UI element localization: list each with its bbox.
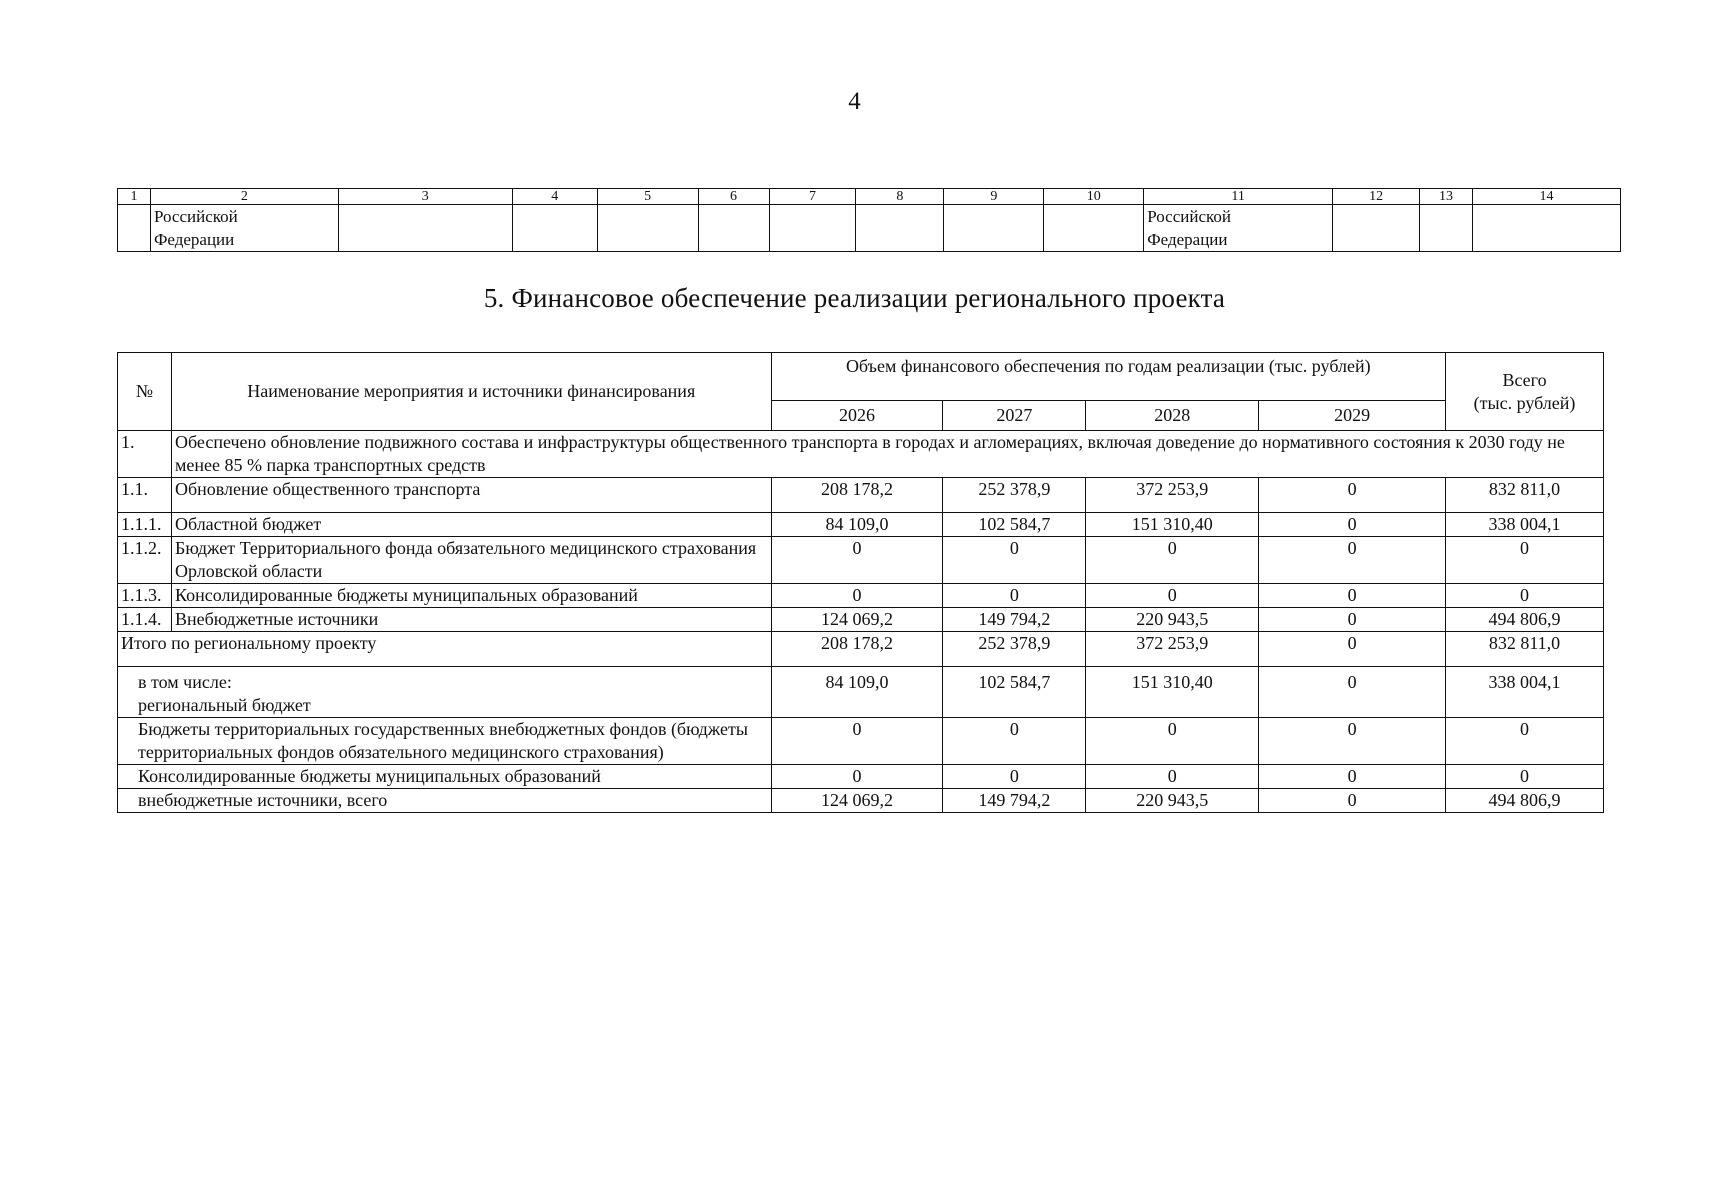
breakdown-name: внебюджетные источники, всего — [118, 789, 772, 813]
total-cell: 494 806,9 — [1446, 608, 1604, 632]
value-cell: 208 178,2 — [771, 478, 943, 513]
header-total — [1446, 353, 1604, 431]
column-number: 14 — [1473, 189, 1621, 205]
header-volume: Объем финансового обеспечения по годам реализации (тыс. рублей) — [771, 353, 1445, 401]
table-cell — [338, 205, 512, 252]
header-year: 2028 — [1086, 401, 1259, 431]
row-number: 1.1.4. — [118, 608, 172, 632]
value-cell: 0 — [1259, 718, 1446, 765]
cell-text: Российской — [153, 207, 238, 226]
breakdown-name-line: региональный бюджет — [138, 695, 311, 715]
value-cell: 84 109,0 — [771, 667, 943, 718]
value-cell: 0 — [1259, 667, 1446, 718]
header-row — [118, 353, 1604, 401]
total-cell: 0 — [1446, 537, 1604, 584]
cell-text: Федерации — [153, 230, 235, 249]
cell-text: Федерации — [1147, 230, 1228, 249]
table-cell — [1420, 205, 1473, 252]
value-cell: 102 584,7 — [943, 513, 1086, 537]
table-cell — [1044, 205, 1144, 252]
table-row — [118, 584, 1604, 608]
value-cell: 124 069,2 — [771, 608, 943, 632]
continuation-table — [117, 188, 1621, 252]
breakdown-name — [118, 667, 772, 718]
row-name: Консолидированные бюджеты муниципальных образований — [171, 584, 771, 608]
column-number: 7 — [769, 189, 856, 205]
column-number: 5 — [597, 189, 698, 205]
total-cell: 494 806,9 — [1446, 789, 1604, 813]
value-cell: 220 943,5 — [1086, 608, 1259, 632]
column-number: 13 — [1420, 189, 1473, 205]
table-cell — [769, 205, 856, 252]
breakdown-row — [118, 667, 1604, 718]
value-cell: 151 310,40 — [1086, 513, 1259, 537]
row-name: Бюджет Территориального фонда обязательного медицинского страхования Орловской области — [171, 537, 771, 584]
value-cell: 0 — [943, 765, 1086, 789]
value-cell: 0 — [1086, 584, 1259, 608]
value-cell: 124 069,2 — [771, 789, 943, 813]
value-cell: 149 794,2 — [943, 789, 1086, 813]
value-cell: 208 178,2 — [771, 632, 943, 667]
value-cell: 0 — [1259, 478, 1446, 513]
table-cell — [150, 205, 338, 252]
breakdown-name: Консолидированные бюджеты муниципальных образований — [118, 765, 772, 789]
header-number: № — [118, 353, 172, 431]
cell-text: Российской — [1147, 207, 1231, 226]
header-year: 2026 — [771, 401, 943, 431]
breakdown-row — [118, 718, 1604, 765]
table-row — [118, 513, 1604, 537]
value-cell: 0 — [1086, 537, 1259, 584]
value-cell: 0 — [1259, 608, 1446, 632]
table-row — [118, 537, 1604, 584]
section-row — [118, 431, 1604, 478]
row-number: 1.1. — [118, 478, 172, 513]
column-number: 8 — [856, 189, 944, 205]
breakdown-name: Бюджеты территориальных государственных внебюджетных фондов (бюджеты территориальных фондов обязательного медицинского страхования) — [118, 718, 772, 765]
table-row — [118, 205, 1621, 252]
value-cell: 372 253,9 — [1086, 632, 1259, 667]
table-row — [118, 608, 1604, 632]
value-cell: 0 — [771, 765, 943, 789]
table-cell — [1473, 205, 1621, 252]
financing-table — [117, 352, 1604, 813]
total-cell: 0 — [1446, 718, 1604, 765]
value-cell: 149 794,2 — [943, 608, 1086, 632]
breakdown-row — [118, 789, 1604, 813]
column-number: 9 — [944, 189, 1044, 205]
header-year: 2029 — [1259, 401, 1446, 431]
row-number: 1.1.1. — [118, 513, 172, 537]
row-name: Областной бюджет — [171, 513, 771, 537]
row-name: Обновление общественного транспорта — [171, 478, 771, 513]
table-cell — [118, 205, 151, 252]
total-cell: 338 004,1 — [1446, 513, 1604, 537]
breakdown-row — [118, 765, 1604, 789]
value-cell: 0 — [1259, 537, 1446, 584]
column-number-row — [118, 189, 1621, 205]
column-number: 4 — [512, 189, 597, 205]
value-cell: 0 — [771, 537, 943, 584]
page-number: 4 — [848, 88, 861, 115]
total-cell: 338 004,1 — [1446, 667, 1604, 718]
table-cell — [944, 205, 1044, 252]
section-title: 5. Финансовое обеспечение реализации регионального проекта — [483, 283, 1226, 313]
value-cell: 0 — [943, 584, 1086, 608]
value-cell: 220 943,5 — [1086, 789, 1259, 813]
value-cell: 102 584,7 — [943, 667, 1086, 718]
row-number: 1.1.2. — [118, 537, 172, 584]
table-cell — [1333, 205, 1420, 252]
breakdown-name-line: в том числе: — [138, 672, 232, 692]
column-number: 2 — [150, 189, 338, 205]
row-number: 1.1.3. — [118, 584, 172, 608]
row-number: 1. — [118, 431, 172, 478]
column-number: 6 — [698, 189, 769, 205]
table-cell — [698, 205, 769, 252]
value-cell: 0 — [1259, 789, 1446, 813]
value-cell: 252 378,9 — [943, 478, 1086, 513]
value-cell: 0 — [943, 718, 1086, 765]
header-total-line: Всего — [1502, 369, 1547, 390]
total-row-name: Итого по региональному проекту — [118, 632, 772, 667]
row-name: Внебюджетные источники — [171, 608, 771, 632]
header-year: 2027 — [943, 401, 1086, 431]
total-cell: 0 — [1446, 584, 1604, 608]
value-cell: 0 — [943, 537, 1086, 584]
value-cell: 0 — [1086, 765, 1259, 789]
column-number: 10 — [1044, 189, 1144, 205]
table-cell — [512, 205, 597, 252]
value-cell: 0 — [771, 584, 943, 608]
table-row — [118, 478, 1604, 513]
header-name: Наименование мероприятия и источники финансирования — [171, 353, 771, 431]
column-number: 11 — [1144, 189, 1333, 205]
total-cell: 832 811,0 — [1446, 632, 1604, 667]
column-number: 1 — [118, 189, 151, 205]
table-cell — [856, 205, 944, 252]
table-cell — [1144, 205, 1333, 252]
section-text: Обеспечено обновление подвижного состава и инфраструктуры общественного транспорта в городах и агломерациях, включая доведение до нормативного состояния к 2030 году не менее 85 % парка транспортных средств — [171, 431, 1603, 478]
value-cell: 0 — [1259, 584, 1446, 608]
value-cell: 0 — [1086, 718, 1259, 765]
total-row — [118, 632, 1604, 667]
value-cell: 0 — [771, 718, 943, 765]
value-cell: 151 310,40 — [1086, 667, 1259, 718]
value-cell: 0 — [1259, 513, 1446, 537]
total-cell: 832 811,0 — [1446, 478, 1604, 513]
value-cell: 84 109,0 — [771, 513, 943, 537]
value-cell: 0 — [1259, 765, 1446, 789]
column-number: 12 — [1333, 189, 1420, 205]
header-total-line: (тыс. рублей) — [1473, 392, 1576, 413]
total-cell: 0 — [1446, 765, 1604, 789]
value-cell: 372 253,9 — [1086, 478, 1259, 513]
value-cell: 252 378,9 — [943, 632, 1086, 667]
column-number: 3 — [338, 189, 512, 205]
value-cell: 0 — [1259, 632, 1446, 667]
table-cell — [597, 205, 698, 252]
